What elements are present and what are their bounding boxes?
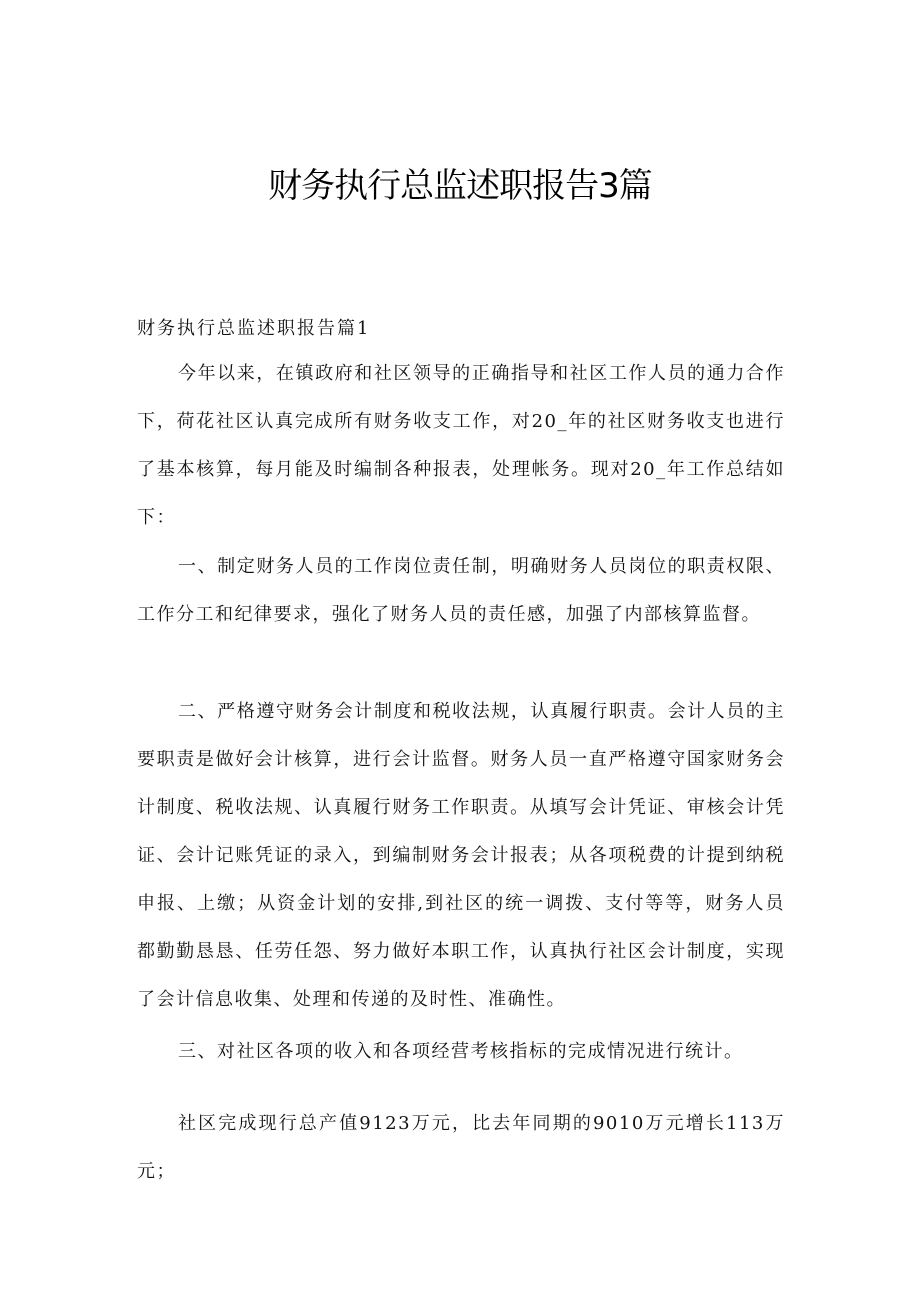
paragraph-point-2: 二、严格遵守财务会计制度和税收法规，认真履行职责。会计人员的主要职责是做好会计核算，进行会计监督。财务人员一直严格遵守国家财务会计制度、税收法规、认真履行财务工作职责。从填写会计凭证、审核会计凭证、会计记账凭证的录入，到编制财务会计报表；从各项税费的计提到纳税申报、上缴；从资金计划的安排,到社区的统一调拨、支付等等，财务人员都勤勤恳恳、任劳任怨、努力做好本职工作，认真执行社区会计制度，实现了会计信息收集、处理和传递的及时性、准确性。	[137, 701, 785, 1010]
paragraph-point-1: 一、制定财务人员的工作岗位责任制，明确财务人员岗位的职责权限、工作分工和纪律要求，强化了财务人员的责任感，加强了内部核算监督。	[137, 556, 785, 625]
section-heading: 财务执行总监述职报告篇1	[137, 318, 371, 339]
paragraph-point-3: 三、对社区各项的收入和各项经营考核指标的完成情况进行统计。	[178, 1041, 744, 1062]
document-title: 财务执行总监述职报告3篇	[268, 166, 652, 206]
paragraph-intro: 今年以来，在镇政府和社区领导的正确指导和社区工作人员的通力合作下，荷花社区认真完成所有财务收支工作，对20_年的社区财务收支也进行了基本核算，每月能及时编制各种报表，处理帐务。现对20_年工作总结如下：	[137, 363, 785, 528]
paragraph-statistics: 社区完成现行总产值9123万元，比去年同期的9010万元增长113万元；	[137, 1113, 785, 1182]
